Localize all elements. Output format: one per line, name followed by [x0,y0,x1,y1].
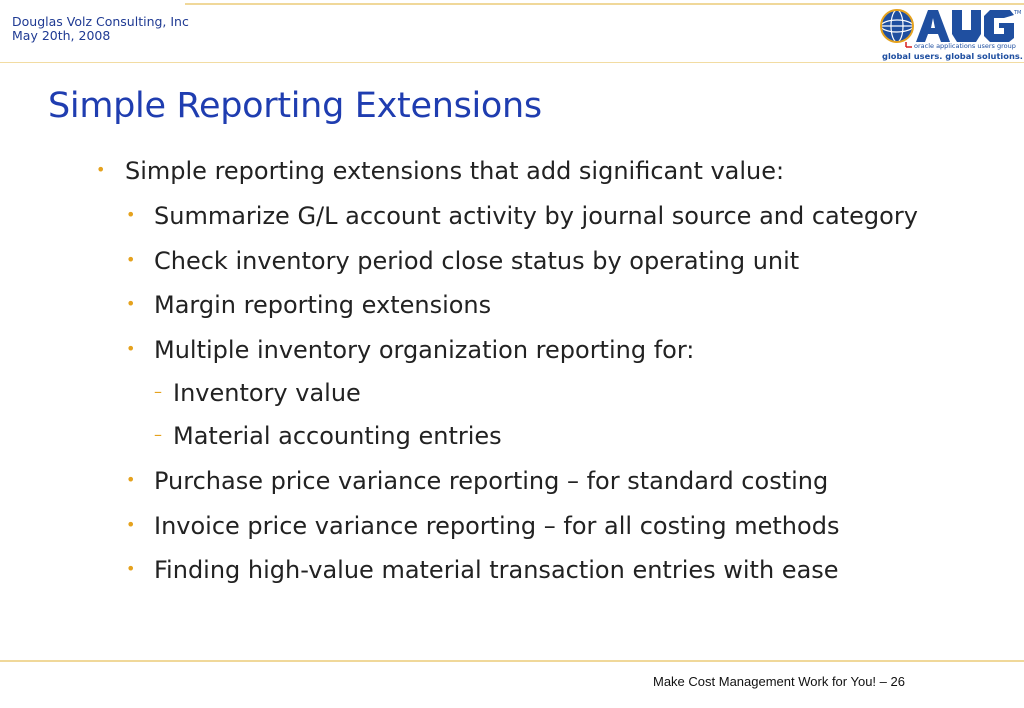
bullet-dot: • [126,250,136,269]
bullet-dot: • [126,559,136,578]
footer-rule [0,660,1024,662]
logo-tagline: oracle applications users group [914,42,1016,50]
slide-footer: Make Cost Management Work for You! – 26 [653,674,905,689]
dash-marker: – [154,425,162,444]
bullet-dot: • [126,515,136,534]
bullet-dot: • [96,160,106,179]
list-item: Purchase price variance reporting – for standard costing [154,467,829,495]
bullet-dot: • [126,339,136,358]
list-item: Finding high-value material transaction entries with ease [154,556,839,584]
oaug-logo [876,6,1023,64]
header-block [12,15,189,43]
company-name: Douglas Volz Consulting, Inc [12,14,189,29]
intro-bullet: Simple reporting extensions that add significant value: [125,157,785,185]
list-item: Summarize G/L account activity by journal source and category [154,202,918,230]
dash-marker: – [154,382,162,401]
bullet-dot: • [126,205,136,224]
presentation-date: May 20th, 2008 [12,28,111,43]
bullet-dot: • [126,470,136,489]
sub-list-item: Inventory value [173,379,361,407]
slide-title: Simple Reporting Extensions [48,86,542,126]
logo-slogan: global users. global solutions. [882,51,1023,61]
svg-text:TM: TM [1014,10,1022,16]
bullet-dot: • [126,294,136,313]
list-item: Multiple inventory organization reporting for: [154,336,695,364]
header-rule [0,62,1024,63]
top-rule [185,3,1024,5]
list-item: Margin reporting extensions [154,291,492,319]
sub-list-item: Material accounting entries [173,422,502,450]
list-item: Invoice price variance reporting – for all costing methods [154,512,840,540]
list-item: Check inventory period close status by operating unit [154,247,800,275]
